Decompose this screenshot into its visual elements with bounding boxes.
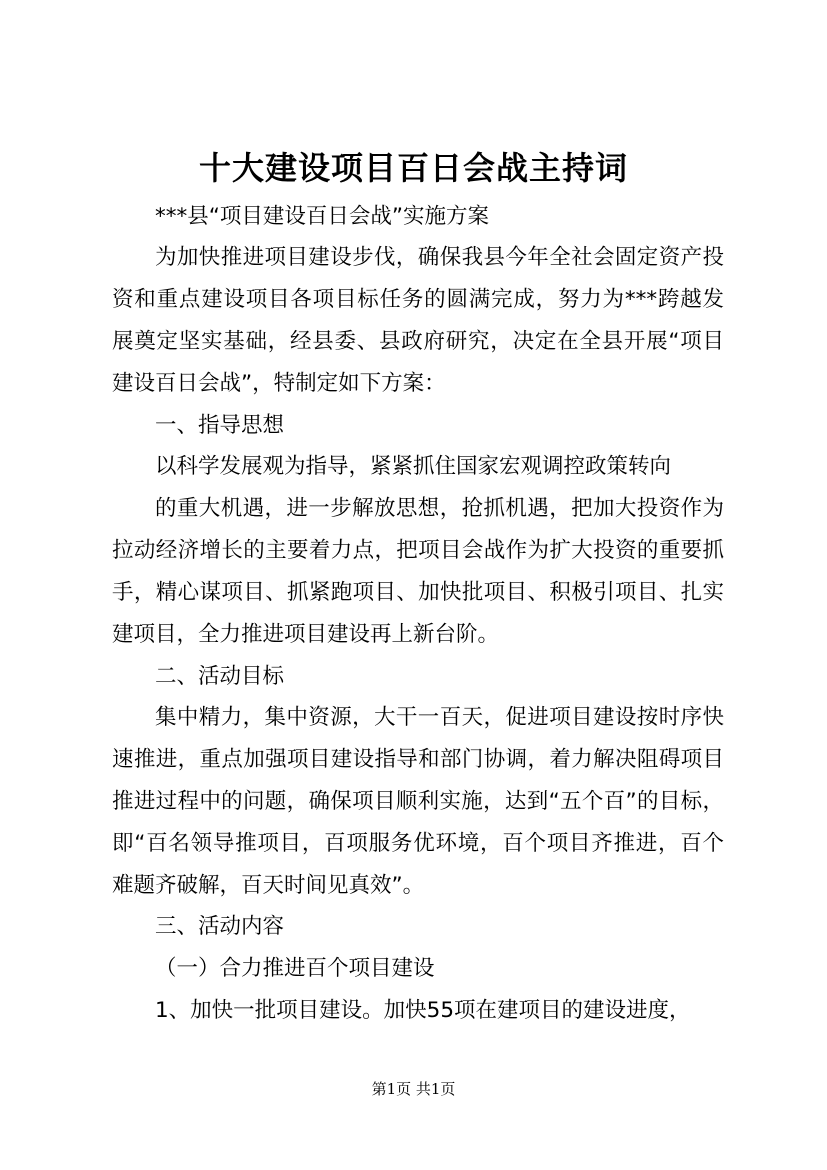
paragraph-line: 建项目，全力推进项目建设再上新台阶。 (112, 622, 500, 647)
paragraph-line: 集中精力，集中资源，大干一百天，促进项目建设按时序快 (155, 705, 724, 730)
paragraph-line: 以科学发展观为指导，紧紧抓住国家宏观调控政策转向 (155, 454, 672, 479)
section-heading: 二、活动目标 (155, 664, 285, 689)
page-number-footer: 第1页 共1页 (371, 1080, 456, 1098)
paragraph-line: 建设百日会战”，特制定如下方案： (112, 371, 446, 396)
paragraph-line: 拉动经济增长的主要着力点，把项目会战作为扩大投资的重要抓 (112, 538, 724, 563)
paragraph-line: 展奠定坚实基础，经县委、县政府研究，决定在全县开展“项目 (112, 329, 724, 354)
paragraph-line: 即“百名领导推项目，百项服务优环境，百个项目齐推进，百个 (112, 831, 724, 856)
document-title: 十大建设项目百日会战主持词 (198, 149, 628, 187)
section-heading: 一、指导思想 (155, 413, 285, 438)
paragraph-line: 1、加快一批项目建设。加快55项在建项目的建设进度， (155, 998, 691, 1023)
paragraph-line: 手，精心谋项目、抓紧跑项目、加快批项目、积极引项目、扎实 (112, 580, 724, 605)
paragraph-line: 推进过程中的问题，确保项目顺利实施，达到“五个百”的目标， (112, 789, 724, 814)
paragraph-line: 资和重点建设项目各项目标任务的圆满完成，努力为***跨越发 (112, 287, 724, 312)
paragraph-line: 的重大机遇，进一步解放思想，抢抓机遇，把加大投资作为 (155, 496, 724, 521)
section-heading: 三、活动内容 (155, 914, 285, 939)
paragraph-line: 为加快推进项目建设步伐，确保我县今年全社会固定资产投 (155, 245, 724, 270)
paragraph-line: 难题齐破解，百天时间见真效”。 (112, 873, 425, 898)
subtitle-line: ***县“项目建设百日会战”实施方案 (155, 204, 490, 229)
paragraph-line: 速推进，重点加强项目建设指导和部门协调，着力解决阻碍项目 (112, 747, 724, 772)
subsection-heading: （一）合力推进百个项目建设 (155, 956, 435, 981)
